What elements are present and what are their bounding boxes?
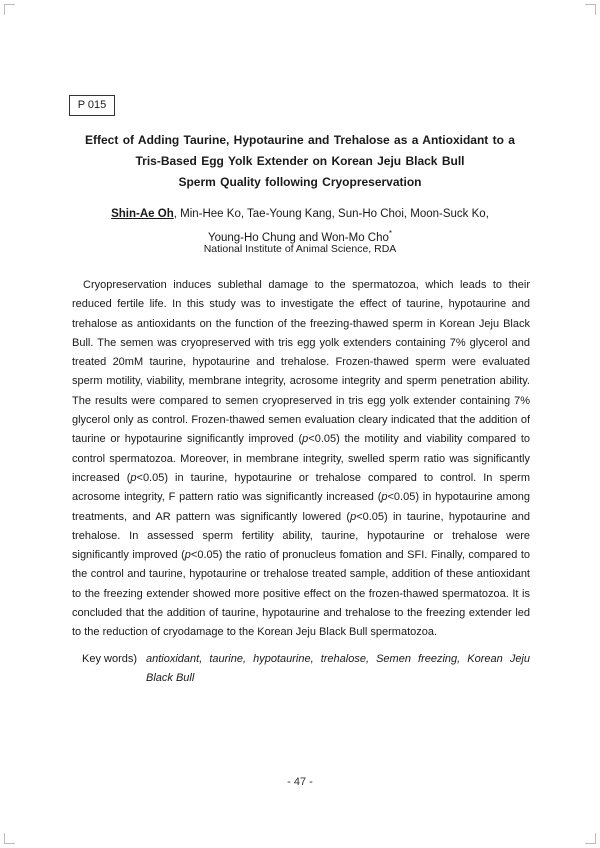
abstract-text: <0.05) the motility and viability compared to control spermatozoa. Moreover, in membrane integrity, swelled sperm ratio was significantly increased ( <box>72 433 530 484</box>
author-line-1 <box>60 205 540 224</box>
author-names: Young-Ho Chung and Won-Mo Cho <box>207 231 389 244</box>
abstract-body <box>72 276 530 643</box>
keywords-text: antioxidant, taurine, hypotaurine, trehalose, Semen freezing, Korean Jeju Black Bull <box>146 653 530 685</box>
keywords-label: Key words) <box>82 653 138 665</box>
affiliation: National Institute of Animal Science, RDA <box>203 243 397 255</box>
p-symbol: p <box>302 433 309 446</box>
title-line: Tris-Based Egg Yolk Extender on Korean Jeju Black Bull <box>135 154 465 168</box>
abstract-text: <0.05) in taurine, hypotaurine and trehalose. In assessed sperm fertility ability, taurine, hypotaurine or trehalose were significantly improved ( <box>72 510 531 562</box>
abstract-text: <0.05) in hypotaurine among treatments, and AR pattern was significantly lowered ( <box>72 491 530 523</box>
first-author: Shin-Ae Oh <box>111 208 174 220</box>
author-names: , Min-Hee Ko, Tae-Young Kang, Sun-Ho Choi, Moon-Suck Ko, <box>173 208 489 220</box>
crop-mark-bottom-right <box>585 833 596 844</box>
paper-title <box>60 130 540 193</box>
abstract-text: Cryopreservation induces sublethal damage to the spermatozoa, which leads to their reduced fertile life. In this study was to investigate the effect of taurine, hypotaurine and trehalose as antioxidants on the function of the freezing-thawed sperm in Korean Jeju Black Bull. The semen was cryopreserved with tris egg yolk extenders containing 7% glycerol and treated 20mM taurine, hypotaurine and trehalose. Frozen-thawed sperm were evaluated sperm motility, viability, membrane integrity, acrosome integrity and sperm penetration ability. The results were compared to semen cryopreserved in tris egg yolk extender containing 7% glycerol only as control. Frozen-thawed semen evaluation cleary indicated that the addition of taurine or hypotaurine significantly improved ( <box>72 279 530 446</box>
abstract-text: <0.05) in taurine, hypotaurine or trehalose compared to control. In sperm acrosome integrity, F pattern ratio was significantly increased ( <box>72 471 530 504</box>
crop-mark-top-right <box>585 4 596 15</box>
p-symbol: p <box>350 510 357 523</box>
p-symbol: p <box>184 549 191 562</box>
abstract-text: <0.05) the ratio of pronucleus fomation and SFI. Finally, compared to the control and taurine, hypotaurine or trehalose treated sample, addition of these antioxidant to the freezing extender showed more positive effect on the frozen-thawed spermatozoa. It is concluded that the addition of taurine, hypotaurine and trehalose to the freezing extender led to the reduction of cryodamage to the Korean Jeju Black Bull spermatozoa. <box>72 549 530 639</box>
p-symbol: p <box>381 491 388 504</box>
page-number: - 47 - <box>287 776 313 788</box>
abstract-code: P 015 <box>69 95 115 116</box>
p-symbol: p <box>130 471 137 484</box>
crop-mark-top-left <box>4 4 15 15</box>
corresponding-mark: * <box>388 229 393 238</box>
title-line: Effect of Adding Taurine, Hypotaurine and Trehalose as a Antioxidant to a <box>85 133 515 147</box>
crop-mark-bottom-left <box>4 833 15 844</box>
title-line: Sperm Quality following Cryopreservation <box>178 175 422 189</box>
